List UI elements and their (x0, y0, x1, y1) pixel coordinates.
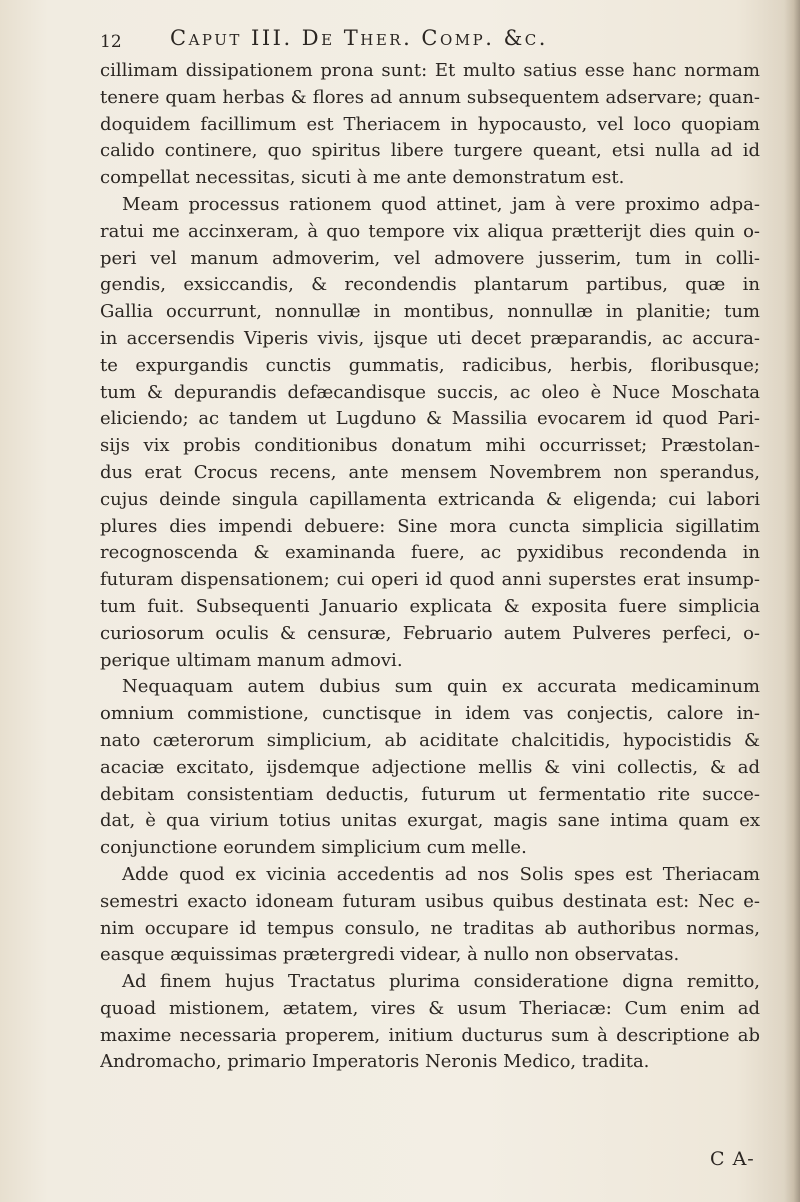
text-line: Ad finem hujus Tractatus plurima consideratione digna remitto, (122, 971, 760, 993)
page-number: 12 (100, 32, 122, 52)
text-line: curiosorum oculis & censuræ, Februario autem Pulveres perfeci, o- (100, 622, 760, 644)
text-line: cillimam dissipationem prona sunt: Et multo satius esse hanc normam (100, 60, 760, 81)
text-line: calido continere, quo spiritus libere turgere queant, etsi nulla ad id (100, 140, 760, 162)
text-line: perique ultimam manum admovi. (100, 649, 403, 671)
text-line: recognoscenda & examinanda fuere, ac pyxidibus recondenda in (100, 542, 760, 564)
text-line: debitam consistentiam deductis, futurum ut fermentatio rite succe- (100, 783, 760, 805)
body-text (100, 58, 760, 1076)
text-line: cujus deinde singula capillamenta extricanda & eligenda; cui labori (100, 488, 760, 510)
text-line: in accersendis Viperis vivis, ijsque uti decet præparandis, ac accura- (100, 327, 760, 349)
text-line: conjunctione eorundem simplicium cum melle. (100, 837, 527, 859)
text-line: sijs vix probis conditionibus donatum mihi occurrisset; Præstolan- (100, 435, 760, 457)
text-line: compellat necessitas, sicuti à me ante demonstratum est. (100, 167, 625, 189)
text-line: nim occupare id tempus consulo, ne traditas ab authoribus normas, (100, 917, 760, 939)
text-line: futuram dispensationem; cui operi id quod anni superstes erat insump- (100, 569, 760, 591)
text-line: nato cæterorum simplicium, ab aciditate chalcitidis, hypocistidis & (100, 729, 760, 751)
text-line: gendis, exsiccandis, & recondendis plantarum partibus, quæ in (100, 274, 760, 296)
catchword: C A- (710, 1148, 755, 1170)
text-line: tum & depurandis defæcandisque succis, ac oleo è Nuce Moschata (100, 381, 760, 403)
text-line: peri vel manum admoverim, vel admovere jusserim, tum in colli- (100, 247, 760, 269)
text-line: tum fuit. Subsequenti Januario explicata & exposita fuere simplicia (100, 595, 760, 617)
text-line: quoad mistionem, ætatem, vires & usum Theriacæ: Cum enim ad (100, 997, 760, 1019)
page-edge-shadow (784, 0, 800, 1202)
text-line: easque æquissimas prætergredi videar, à nullo non observatas. (100, 944, 680, 966)
text-line: semestri exacto idoneam futuram usibus quibus destinata est: Nec e- (100, 890, 760, 912)
text-line: omnium commistione, cunctisque in idem vas conjectis, calore in- (100, 703, 760, 725)
text-line: Adde quod ex vicinia accedentis ad nos Solis spes est Theriacam (122, 863, 760, 885)
text-line: acaciæ excitato, ijsdemque adjectione mellis & vini collectis, & ad (100, 756, 760, 778)
running-header (100, 26, 760, 56)
text-line: Nequaquam autem dubius sum quin ex accurata medicaminum (122, 676, 760, 698)
text-line: Andromacho, primario Imperatoris Neronis Medico, tradita. (100, 1051, 650, 1073)
text-line: te expurgandis cunctis gummatis, radicibus, herbis, floribusque; (100, 354, 760, 376)
running-title: Caput III. De Ther. Comp. &c. (170, 26, 548, 50)
text-line: eliciendo; ac tandem ut Lugduno & Massilia evocarem id quod Pari- (100, 408, 760, 430)
text-line: doquidem facillimum est Theriacem in hypocausto, vel loco quopiam (100, 113, 760, 135)
text-line: ratui me accinxeram, à quo tempore vix aliqua prætterijt dies quin o- (100, 220, 760, 242)
text-line: tenere quam herbas & flores ad annum subsequentem adservare; quan- (100, 86, 760, 108)
text-line: maxime necessaria properem, initium ducturus sum à descriptione ab (100, 1024, 760, 1046)
text-line: Meam processus rationem quod attinet, jam à vere proximo adpa- (122, 193, 760, 215)
text-line: dat, è qua virium totius unitas exurgat, magis sane intima quam ex (100, 810, 760, 832)
text-line: Gallia occurrunt, nonnullæ in montibus, nonnullæ in planitie; tum (100, 301, 760, 323)
text-line: plures dies impendi debuere: Sine mora cuncta simplicia sigillatim (100, 515, 760, 537)
text-line: dus erat Crocus recens, ante mensem Novembrem non sperandus, (100, 461, 760, 483)
